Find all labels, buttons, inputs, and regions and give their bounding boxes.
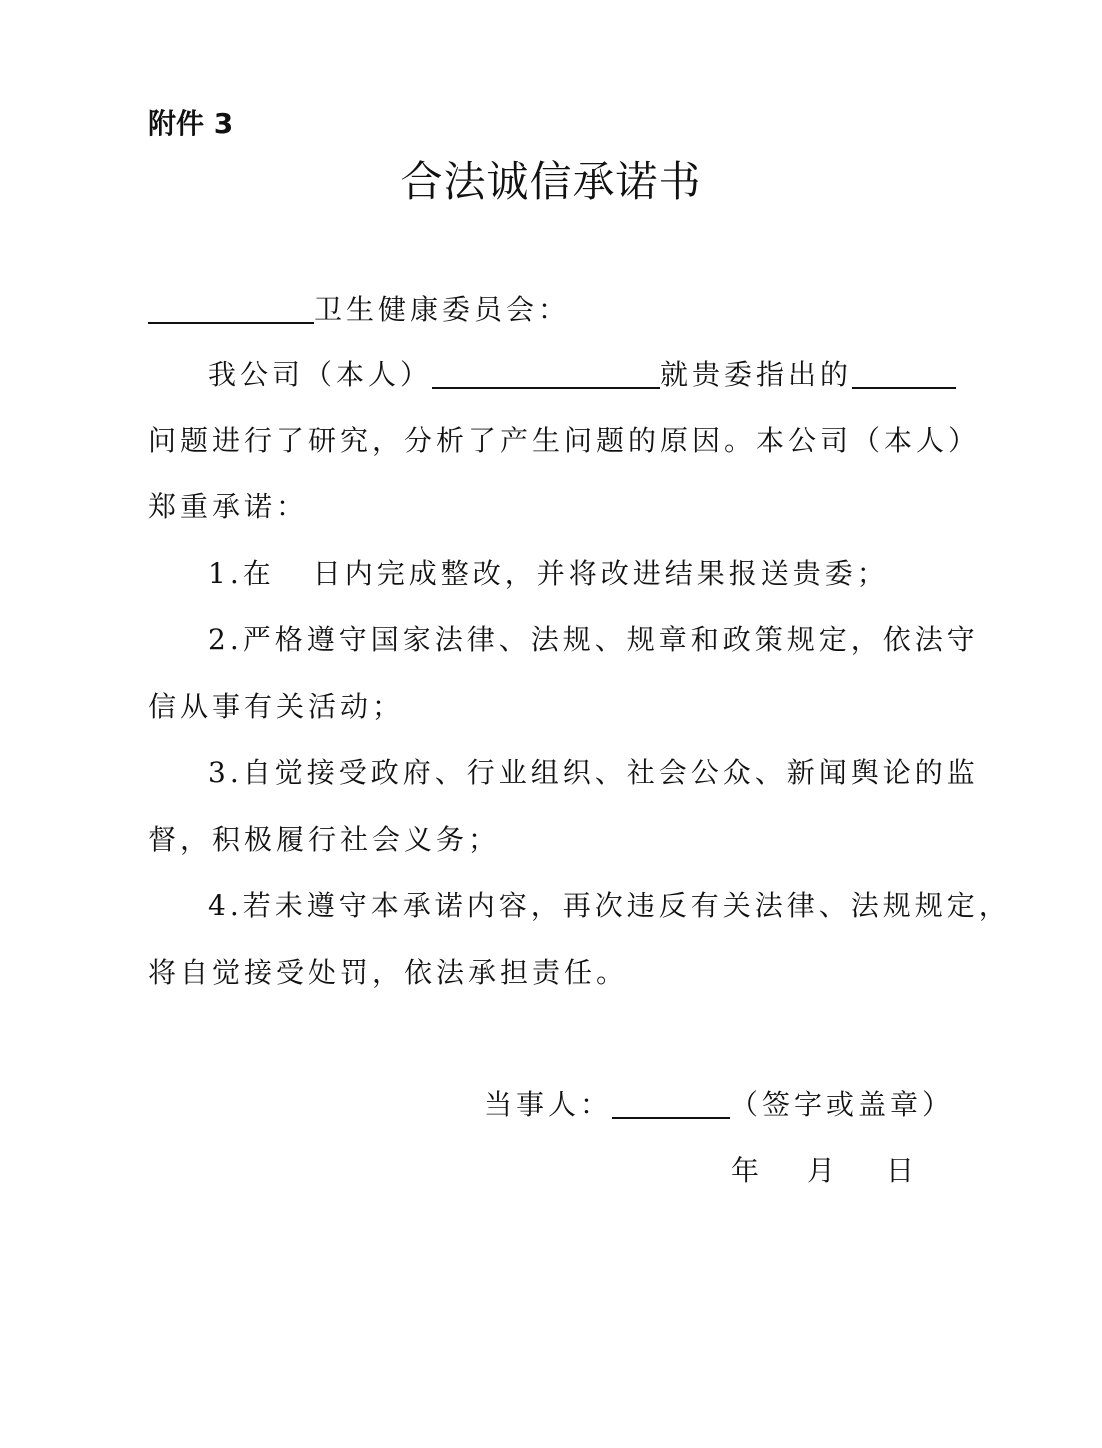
- signature-line: [484, 1085, 954, 1125]
- issue-blank[interactable]: [852, 357, 956, 389]
- salutation-line: [148, 290, 938, 330]
- document-title: 合法诚信承诺书: [400, 157, 702, 206]
- date-month-label: 月: [807, 1154, 836, 1187]
- commitment-item-4-line-2: 将自觉接受处罚，依法承担责任。: [148, 956, 629, 989]
- recipient-blank[interactable]: [148, 292, 314, 324]
- date-year-label: 年: [731, 1154, 760, 1187]
- item-1-text: 日内完成整改，并将改进结果报送贵委；: [312, 557, 889, 590]
- salutation-text: 卫生健康委员会：: [314, 293, 571, 326]
- commitment-item-3-line-1: 3.自觉接受政府、行业组织、社会公众、新闻舆论的监: [208, 756, 979, 789]
- paragraph-1-line-1: [208, 355, 938, 395]
- commitment-item-4-line-1: 4.若未遵守本承诺内容，再次违反有关法律、法规规定，: [208, 889, 1011, 922]
- attachment-label: 附件 3: [148, 107, 234, 140]
- sign-note: （签字或盖章）: [730, 1088, 955, 1121]
- item-1-prefix: 1.在: [208, 557, 275, 590]
- commitment-item-2-line-2: 信从事有关活动；: [148, 690, 405, 723]
- paragraph-1-line-2: 问题进行了研究，分析了产生问题的原因。本公司（本人）: [148, 424, 981, 457]
- signature-blank[interactable]: [612, 1087, 730, 1119]
- date-day-label: 日: [886, 1154, 915, 1187]
- commitment-item-3-line-2: 督，积极履行社会义务；: [148, 823, 501, 856]
- company-self-label: 我公司（本人）: [208, 358, 433, 391]
- paragraph-1-line-3: 郑重承诺：: [148, 490, 309, 523]
- company-name-blank[interactable]: [432, 357, 660, 389]
- party-label: 当事人：: [484, 1088, 613, 1121]
- pointed-out-text: 就贵委指出的: [660, 358, 853, 391]
- commitment-item-1: [208, 554, 938, 594]
- commitment-item-2-line-1: 2.严格遵守国家法律、法规、规章和政策规定，依法守: [208, 623, 979, 656]
